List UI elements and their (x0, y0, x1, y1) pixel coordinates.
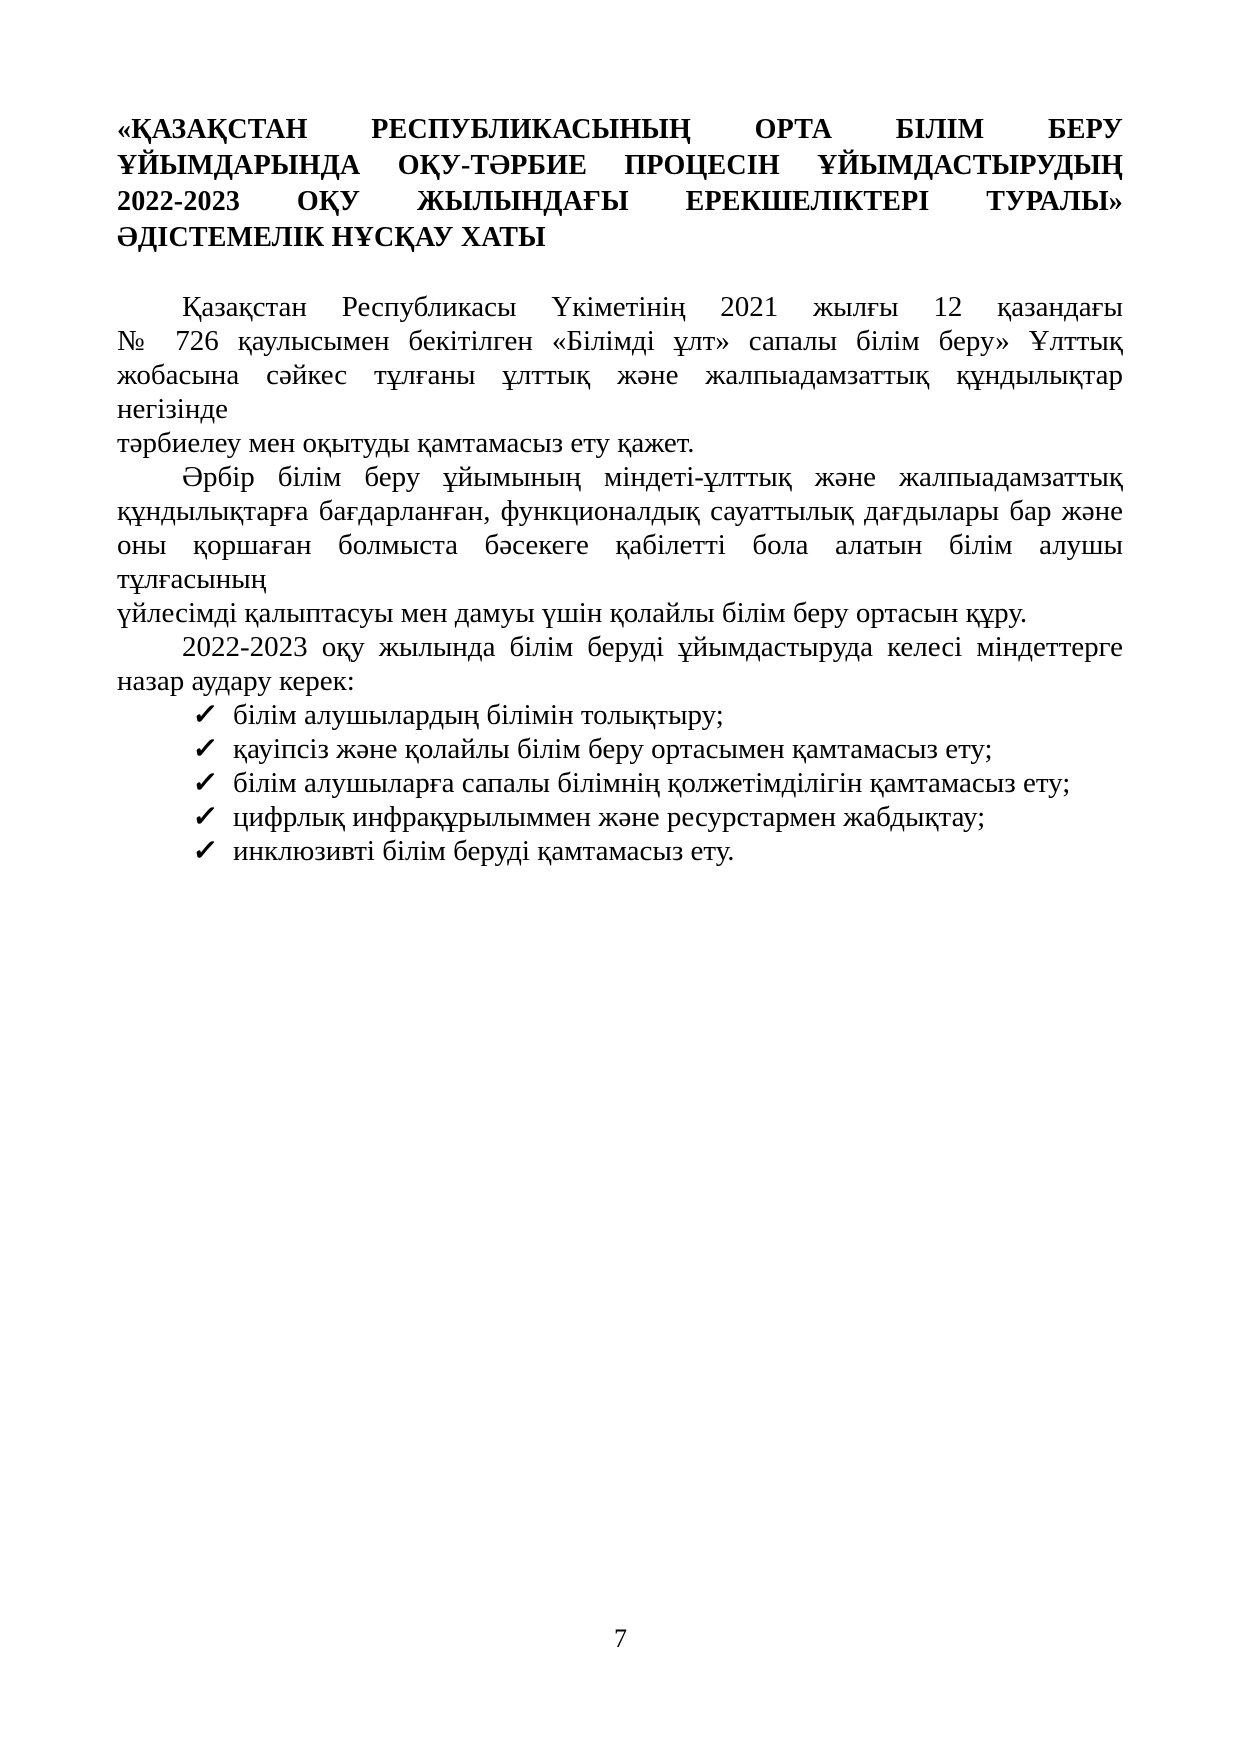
task-bullet-list (117, 698, 1123, 868)
body-line: 2022-2023 оқу жылында білім беруді ұйымдастыруда келесі міндеттерге (182, 631, 1123, 663)
checkmark-icon: ✓ (190, 835, 220, 867)
title-line: ӘДІСТЕМЕЛІК НҰСҚАУ ХАТЫ (117, 222, 546, 253)
bullet-item (117, 766, 1123, 800)
checkmark-icon: ✓ (190, 733, 220, 765)
title-line: 2022-2023 ОҚУ ЖЫЛЫНДАҒЫ ЕРЕКШЕЛІКТЕРІ ТУРАЛЫ» (117, 186, 1123, 217)
bullet-item (117, 698, 1123, 732)
paragraph (117, 460, 1123, 630)
title-line: ҰЙЫМДАРЫНДА ОҚУ-ТӘРБИЕ ПРОЦЕСІН ҰЙЫМДАСТЫРУДЫҢ (117, 150, 1123, 181)
bullet-text: цифрлық инфрақұрылыммен және ресурстармен жабдықтау; (233, 801, 986, 833)
checkmark-icon: ✓ (190, 801, 220, 833)
bullet-item (117, 732, 1123, 766)
body-line: назар аудару керек: (117, 665, 355, 697)
body-line: жобасына сәйкес тұлғаны ұлттық және жалпыадамзаттық құндылықтар негізінде (117, 359, 1123, 425)
document-title (117, 112, 1123, 256)
body-line: Әрбір білім беру ұйымының міндеті-ұлттық және жалпыадамзаттық (182, 461, 1123, 493)
body-line: оны қоршаған болмыста бәсекеге қабілетті бола алатын білім алушы тұлғасының (117, 529, 1123, 595)
bullet-item (117, 800, 1123, 834)
checkmark-icon: ✓ (190, 767, 220, 799)
body-line: Қазақстан Республикасы Үкіметінің 2021 жылғы 12 қазандағы (182, 291, 1123, 323)
checkmark-icon: ✓ (190, 699, 220, 731)
paragraph (117, 290, 1123, 460)
paragraph (117, 630, 1123, 698)
bullet-text: қауіпсіз және қолайлы білім беру ортасымен қамтамасыз ету; (233, 733, 993, 765)
bullet-text: білім алушылардың білімін толықтыру; (233, 699, 724, 731)
document-content (117, 0, 1123, 868)
title-line: «ҚАЗАҚСТАН РЕСПУБЛИКАСЫНЫҢ ОРТА БІЛІМ БЕРУ (117, 114, 1123, 145)
document-body (117, 290, 1123, 868)
bullet-text: инклюзивті білім беруді қамтамасыз ету. (233, 835, 735, 867)
bullet-text: білім алушыларға сапалы білімнің қолжетімділігін қамтамасыз ету; (233, 767, 1071, 799)
body-line: құндылықтарға бағдарланған, функционалдық сауаттылық дағдылары бар және (117, 495, 1123, 527)
page-number: 7 (614, 1624, 627, 1653)
body-line: № 726 қаулысымен бекітілген «Білімді ұлт» сапалы білім беру» Ұлттық (117, 325, 1123, 357)
bullet-item (117, 834, 1123, 868)
body-line: үйлесімді қалыптасуы мен дамуы үшін қолайлы білім беру ортасын құру. (117, 597, 1028, 629)
body-line: тәрбиелеу мен оқытуды қамтамасыз ету қажет. (117, 427, 695, 459)
